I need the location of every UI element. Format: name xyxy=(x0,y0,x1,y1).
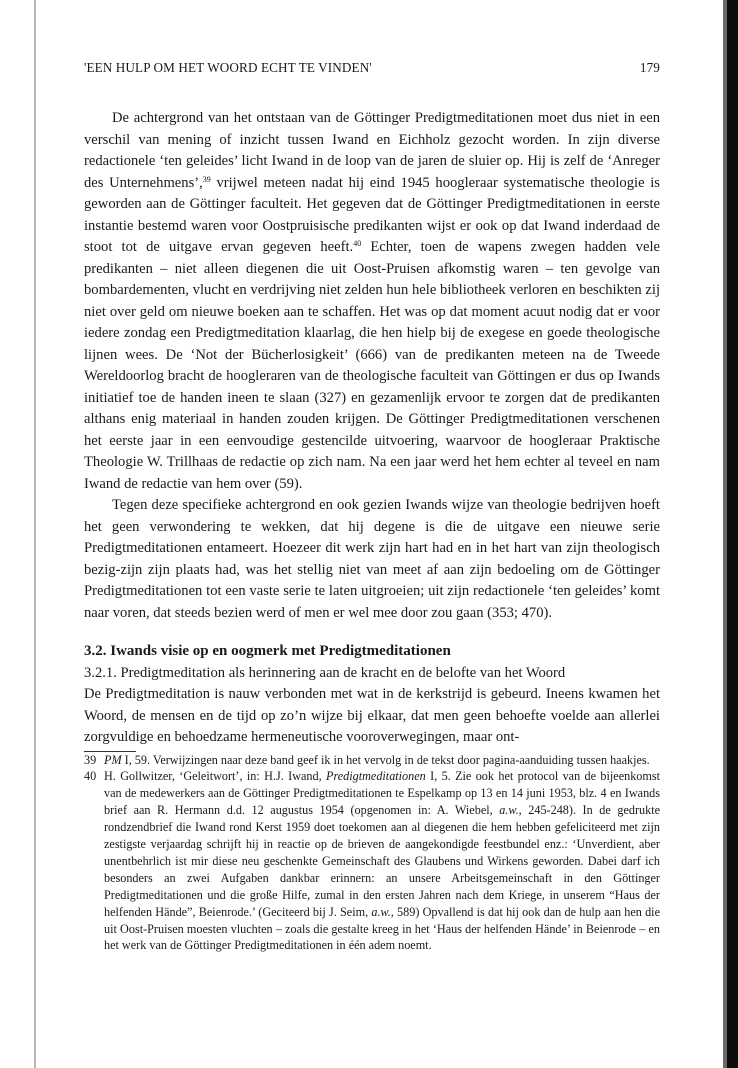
paragraph-1-part-c: Echter, toen de wapens zwegen hadden vele predikanten – niet alleen diegenen die uit Oost-Pruisen afkomstig waren – ten gevolge van bombardementen, vlucht en verdrijving niet zelden hun hele bibliotheek verloren en beschikten zij niet over geld om nieuwe boeken aan te schaffen. Het was op dat moment acuut nodig dat er voor iedere zondag een Predigtmeditation klaarlag, die hen hielp bij de exegese en goede theologische lijnen wees. De ‘Not der Bücherlosigkeit’ (666) van de predikanten meteen na de Tweede Wereldoorlog bracht de hoogleraren van de theologische faculteit van Göttingen er dus op Iwands initiatief toe de handen ineen te slaan (327) en gezamenlijk ervoor te zorgen dat de predikanten althans enig materiaal in handen zouden krijgen. De Göttinger Predigtmeditationen verschenen het eerste jaar in een eenvoudige gestencilde uitvoering, waarvoor de hoogleraar Praktische Theologie W. Trillhaas de redactie op zich nam. Na een jaar werd het hem echter al teveel en nam Iwand de redactie van hem over (59). xyxy=(84,239,660,492)
running-head xyxy=(84,60,660,76)
paragraph-2: Tegen deze specifieke achtergrond en ook gezien Iwands wijze van theologie bedrijven hoeft het geen verwondering te wekken, dat hij degene is die de uitgave een nieuwe serie Predigtmeditationen entameert. Hoezeer dit werk zijn hart had en in het hart van zijn theologisch bezig-zijn zijn plaats had, was het stellig niet van meet af aan zijn bedoeling om de Göttinger Predigtmeditationen tot een vaste serie te laten uitgroeien; uit zijn redactionele ‘ten geleides’ komt naar voren, dat steeds bezien werd of men er wel mee door zou gaan (353; 470). xyxy=(84,497,660,621)
running-title: 'EEN HULP OM HET WOORD ECHT TE VINDEN' xyxy=(84,60,372,75)
footnote-abbrev: a.w. xyxy=(371,904,391,919)
footnote-part: , 245-248). In de gedrukte rondzendbrief die Iwand rond Kerst 1959 doet toekomen aan al diegenen die hem hebben gefeliciteerd met zijn zestigste verjaardag schrijft hij in reactie op de brieven de aangekondigde feestbundel enz.: ‘Unverdient, aber unentbehrlich ist mir diese neu geschenkte Gemeinschaft des Glaubens und Wirkens geworden. Dabei darf ich besonders an zwei Aufgaben dankbar erinnern: an unsere Arbeitsgemeinschaft in den Göttinger Predigtmeditationen und die große Hilfe, zumal in den ersten Jahren nach dem Kriege, in unserem “Haus der helfenden Hände”, Beienrode.’ (Geciteerd bij J. Seim, xyxy=(104,803,660,919)
footnote-text xyxy=(104,768,660,954)
footnote-part: I, 5. Zie ook het protocol van de bijeenkomst van de medewerkers aan de Göttinger Predigtmeditationen te Espelkamp op 13 en 14 juni 1953, blz. 4 en Iwands brief aan R. Hermann d.d. 12 augustus 1954 (opgenomen in: A. Wiebel, xyxy=(104,769,660,818)
subsection-heading: 3.2.1. Predigtmeditation als herinnering aan de kracht en de belofte van het Woord xyxy=(84,664,566,681)
footnote-ref-40: 40 xyxy=(353,239,362,248)
book-page xyxy=(84,60,660,954)
footnote-40 xyxy=(84,768,660,954)
footnote-number: 39 xyxy=(84,752,97,767)
footnote-text xyxy=(104,752,660,769)
footnote-body: I, 59. Verwijzingen naar deze band geef ik in het vervolg in de tekst door pagina-aanduiding tussen haakjes. xyxy=(121,752,650,767)
footnotes xyxy=(84,752,660,955)
body-text xyxy=(84,108,660,749)
page-number: 179 xyxy=(639,60,660,75)
footnote-ref-39: 39 xyxy=(202,174,211,184)
footnote-number: 40 xyxy=(84,769,97,784)
section-heading: 3.2. Iwands visie op en oogmerk met Predigtmeditationen xyxy=(84,643,451,659)
scan-edge-right xyxy=(727,0,738,1068)
scan-edge-left xyxy=(34,0,36,1068)
section-paragraph: De Predigtmeditation is nauw verbonden met wat in de kerkstrijd is gebeurd. Ineens kwamen het Woord, de mensen en de tijd op zo’n wijze bij elkaar, dat men geen behoefte voelde aan allerlei zorgvuldige en behoedzame hermeneutische vooroverwegingen, maar ont- xyxy=(84,686,660,745)
paragraph-1 xyxy=(84,108,660,495)
footnote-book-title: Predigtmeditationen xyxy=(326,769,426,784)
paragraph-1-part-b: vrijwel meteen nadat hij eind 1945 hoogleraar systematische theologie is geworden aan de Göttinger faculteit. Het gegeven dat de Göttinger Predigtmeditationen in eerste instantie bestemd waren voor Oostpruisische predikanten wijst er ook op dat Iwand inderdaad de stoot tot de uitgave ervan gegeven heeft. xyxy=(84,174,660,255)
footnote-part: , 589) Opvallend is dat hij ook dan de hulp aan hen die uit Oost-Pruisen moesten vluchten – zoals die gestalte kreeg in het ‘Haus der helfenden Hände’ in Beienrode – en het werk van de Göttinger Predigtmeditationen in één adem noemt. xyxy=(104,904,660,953)
footnote-abbrev: PM xyxy=(104,752,122,767)
footnote-part: H. Gollwitzer, ‘Geleitwort’, in: H.J. Iwand, xyxy=(104,769,327,784)
footnote-39 xyxy=(84,752,660,769)
footnote-abbrev: a.w. xyxy=(499,803,519,818)
paragraph-1-part-a: De achtergrond van het ontstaan van de Göttinger Predigtmeditationen moet dus niet in een verschil van mening of inzicht tussen Iwand en Eichholz gezocht worden. In zijn diverse redactionele ‘ten geleides’ licht Iwand in de loop van de jaren de sluier op. Hij is zelf de ‘Anreger des Unternehmens’, xyxy=(84,110,660,191)
